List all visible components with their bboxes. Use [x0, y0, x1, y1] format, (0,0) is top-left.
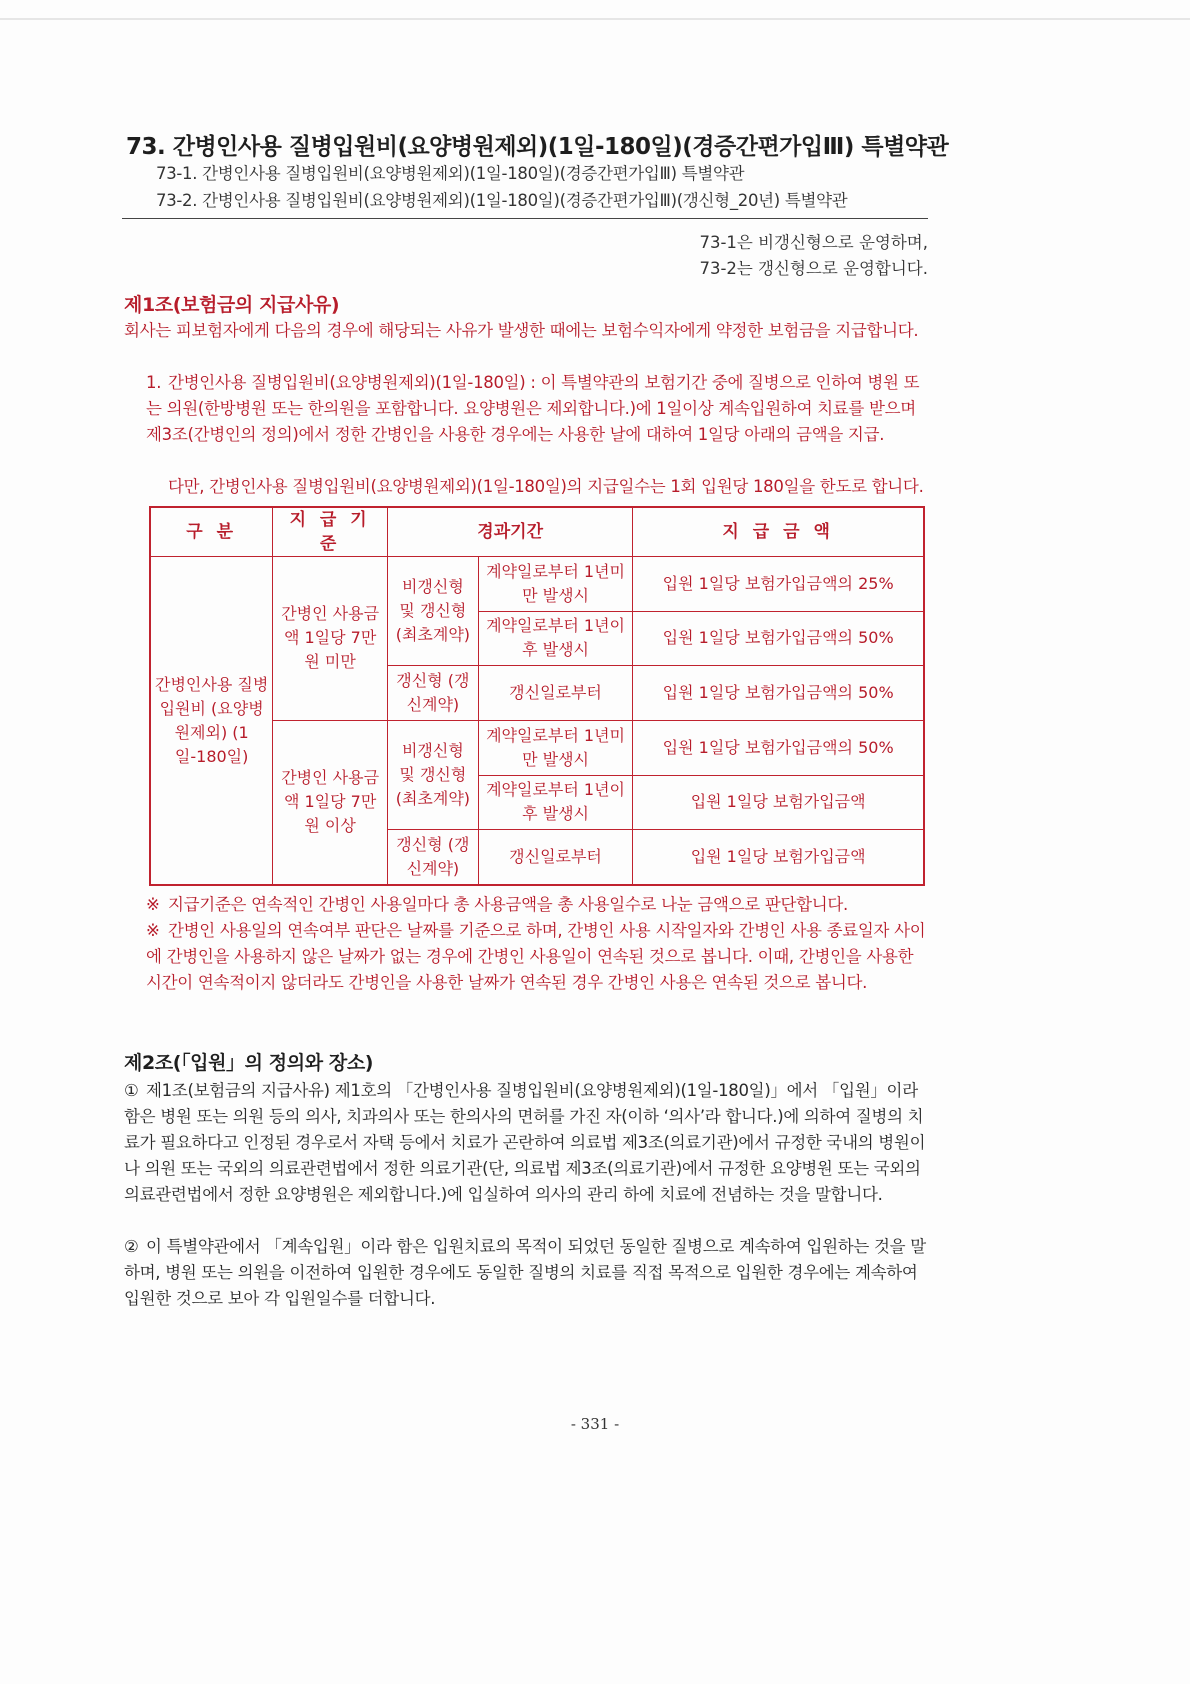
clause-text: 제1조(보험금의 지급사유) 제1호의 「간병인사용 질병입원비(요양병원제외)(1일-180일)」에서 「입원」이라 함은 병원 또는 의원 등의 의사, 치과의사 또는 한의사의 면허를 가진 자(이하 ‘의사’라 합니다.)에 의하여 질병의 치료가 필요하다고 인정된 경우로서 자택 등에서 치료가 곤란하여 의료법 제3조(의료기관)에서 규정한 국내의 병원이나 의원 또는 국외의 의료관련법에서 정한 의료기관(단, 의료법 제3조(의료기관)에서 규정한 요양병원 또는 국외의 의료관련법에서 정한 요양병원은 제외합니다.)에 입실하여 의사의 관리 하에 치료에 전념하는 것을 말합니다.: [124, 1081, 926, 1204]
table-header-row: [150, 507, 924, 557]
article-2-heading: 제2조(「입원」의 정의와 장소): [124, 1052, 374, 1074]
amount-cell: 입원 1일당 보험가입금액의 25%: [633, 557, 924, 612]
footnote-1: [146, 892, 930, 918]
period-cell: 갱신일로부터: [478, 830, 633, 885]
item-text: 간병인사용 질병입원비(요양병원제외)(1일-180일) : 이 특별약관의 보험기간 중에 질병으로 인하여 병원 또는 의원(한방병원 또는 한의원을 포함합니다. 요양병원은 제외합니다.)에 1일이상 계속입원하여 치료를 받으며 제3조(간병인의 정의)에서 정한 간병인을 사용한 경우에는 사용한 날에 대하여 1일당 아래의 금액을 지급.: [146, 373, 920, 444]
article-1-proviso: 다만, 간병인사용 질병입원비(요양병원제외)(1일-180일)의 지급일수는 1회 입원당 180일을 한도로 합니다.: [168, 477, 924, 496]
item-number: 1.: [146, 373, 162, 392]
amount-cell: 입원 1일당 보험가입금액: [633, 830, 924, 885]
clause-text: 이 특별약관에서 「계속입원」이라 함은 입원치료의 목적이 되었던 동일한 질병으로 계속하여 입원하는 것을 말하며, 병원 또는 의원을 이전하여 입원한 경우에도 동일한 질병의 치료를 직접 목적으로 입원한 경우에는 계속하여 입원한 것으로 보아 각 입원일수를 더합니다.: [124, 1237, 926, 1308]
clause-mark: ①: [124, 1081, 139, 1100]
footnote-text: 지급기준은 연속적인 간병인 사용일마다 총 사용금액을 총 사용일수로 나눈 금액으로 판단합니다.: [168, 895, 848, 914]
criterion-cell: 간병인 사용금액 1일당 7만원 미만: [273, 557, 388, 721]
criterion-cell: 간병인 사용금액 1일당 7만원 이상: [273, 720, 388, 885]
footnote-text: 간병인 사용일의 연속여부 판단은 날짜를 기준으로 하며, 간병인 사용 시작일자와 간병인 사용 종료일자 사이에 간병인을 사용하지 않은 날짜가 없는 경우에 간병인 사용일이 연속된 것으로 봅니다. 이때, 간병인을 사용한 시간이 연속적이지 않더라도 간병인을 사용한 날짜가 연속된 경우 간병인 사용은 연속된 것으로 봅니다.: [146, 921, 926, 992]
benefit-table: [149, 506, 925, 886]
header-period: 경과기간: [387, 507, 632, 557]
article-2-clause-1: [124, 1078, 930, 1208]
contract-type-cell: 비갱신형 및 갱신형 (최초계약): [387, 557, 478, 666]
category-cell: 간병인사용 질병입원비 (요양병원제외) (1일-180일): [150, 557, 273, 886]
amount-cell: 입원 1일당 보험가입금액: [633, 775, 924, 830]
clause-mark: ②: [124, 1237, 139, 1256]
contract-type-cell: 갱신형 (갱신계약): [387, 830, 478, 885]
footnote-mark: ※: [146, 895, 160, 914]
scan-edge-line: [0, 18, 1190, 20]
period-cell: 갱신일로부터: [478, 666, 633, 721]
subtitle-73-1: 73-1. 간병인사용 질병입원비(요양병원제외)(1일-180일)(경증간편가입Ⅲ) 특별약관: [156, 164, 745, 183]
subtitle-73-2: 73-2. 간병인사용 질병입원비(요양병원제외)(1일-180일)(경증간편가입Ⅲ)(갱신형_20년) 특별약관: [156, 191, 848, 210]
period-cell: 계약일로부터 1년이후 발생시: [478, 611, 633, 666]
contract-type-cell: 갱신형 (갱신계약): [387, 666, 478, 721]
footnote-2: [146, 918, 930, 996]
operation-note-2: 73-2는 갱신형으로 운영합니다.: [699, 259, 928, 278]
article-1-item-1: [146, 370, 930, 448]
period-cell: 계약일로부터 1년미만 발생시: [478, 720, 633, 775]
amount-cell: 입원 1일당 보험가입금액의 50%: [633, 720, 924, 775]
amount-cell: 입원 1일당 보험가입금액의 50%: [633, 611, 924, 666]
operation-note-1: 73-1은 비갱신형으로 운영하며,: [699, 233, 928, 252]
period-cell: 계약일로부터 1년이후 발생시: [478, 775, 633, 830]
article-1-intro: 회사는 피보험자에게 다음의 경우에 해당되는 사유가 발생한 때에는 보험수익자에게 약정한 보험금을 지급합니다.: [124, 321, 919, 340]
table-row: [150, 557, 924, 612]
title-divider: [122, 218, 928, 219]
contract-type-cell: 비갱신형 및 갱신형 (최초계약): [387, 720, 478, 829]
article-1-heading: 제1조(보험금의 지급사유): [124, 294, 340, 316]
page-number: - 331 -: [570, 1415, 620, 1433]
period-cell: 계약일로부터 1년미만 발생시: [478, 557, 633, 612]
header-criterion: 지 급 기 준: [273, 507, 388, 557]
amount-cell: 입원 1일당 보험가입금액의 50%: [633, 666, 924, 721]
footnote-mark: ※: [146, 921, 160, 940]
header-category: 구 분: [150, 507, 273, 557]
page-title: 73. 간병인사용 질병입원비(요양병원제외)(1일-180일)(경증간편가입Ⅲ) 특별약관: [126, 134, 949, 160]
article-2-clause-2: [124, 1234, 930, 1312]
header-amount: 지 급 금 액: [633, 507, 924, 557]
